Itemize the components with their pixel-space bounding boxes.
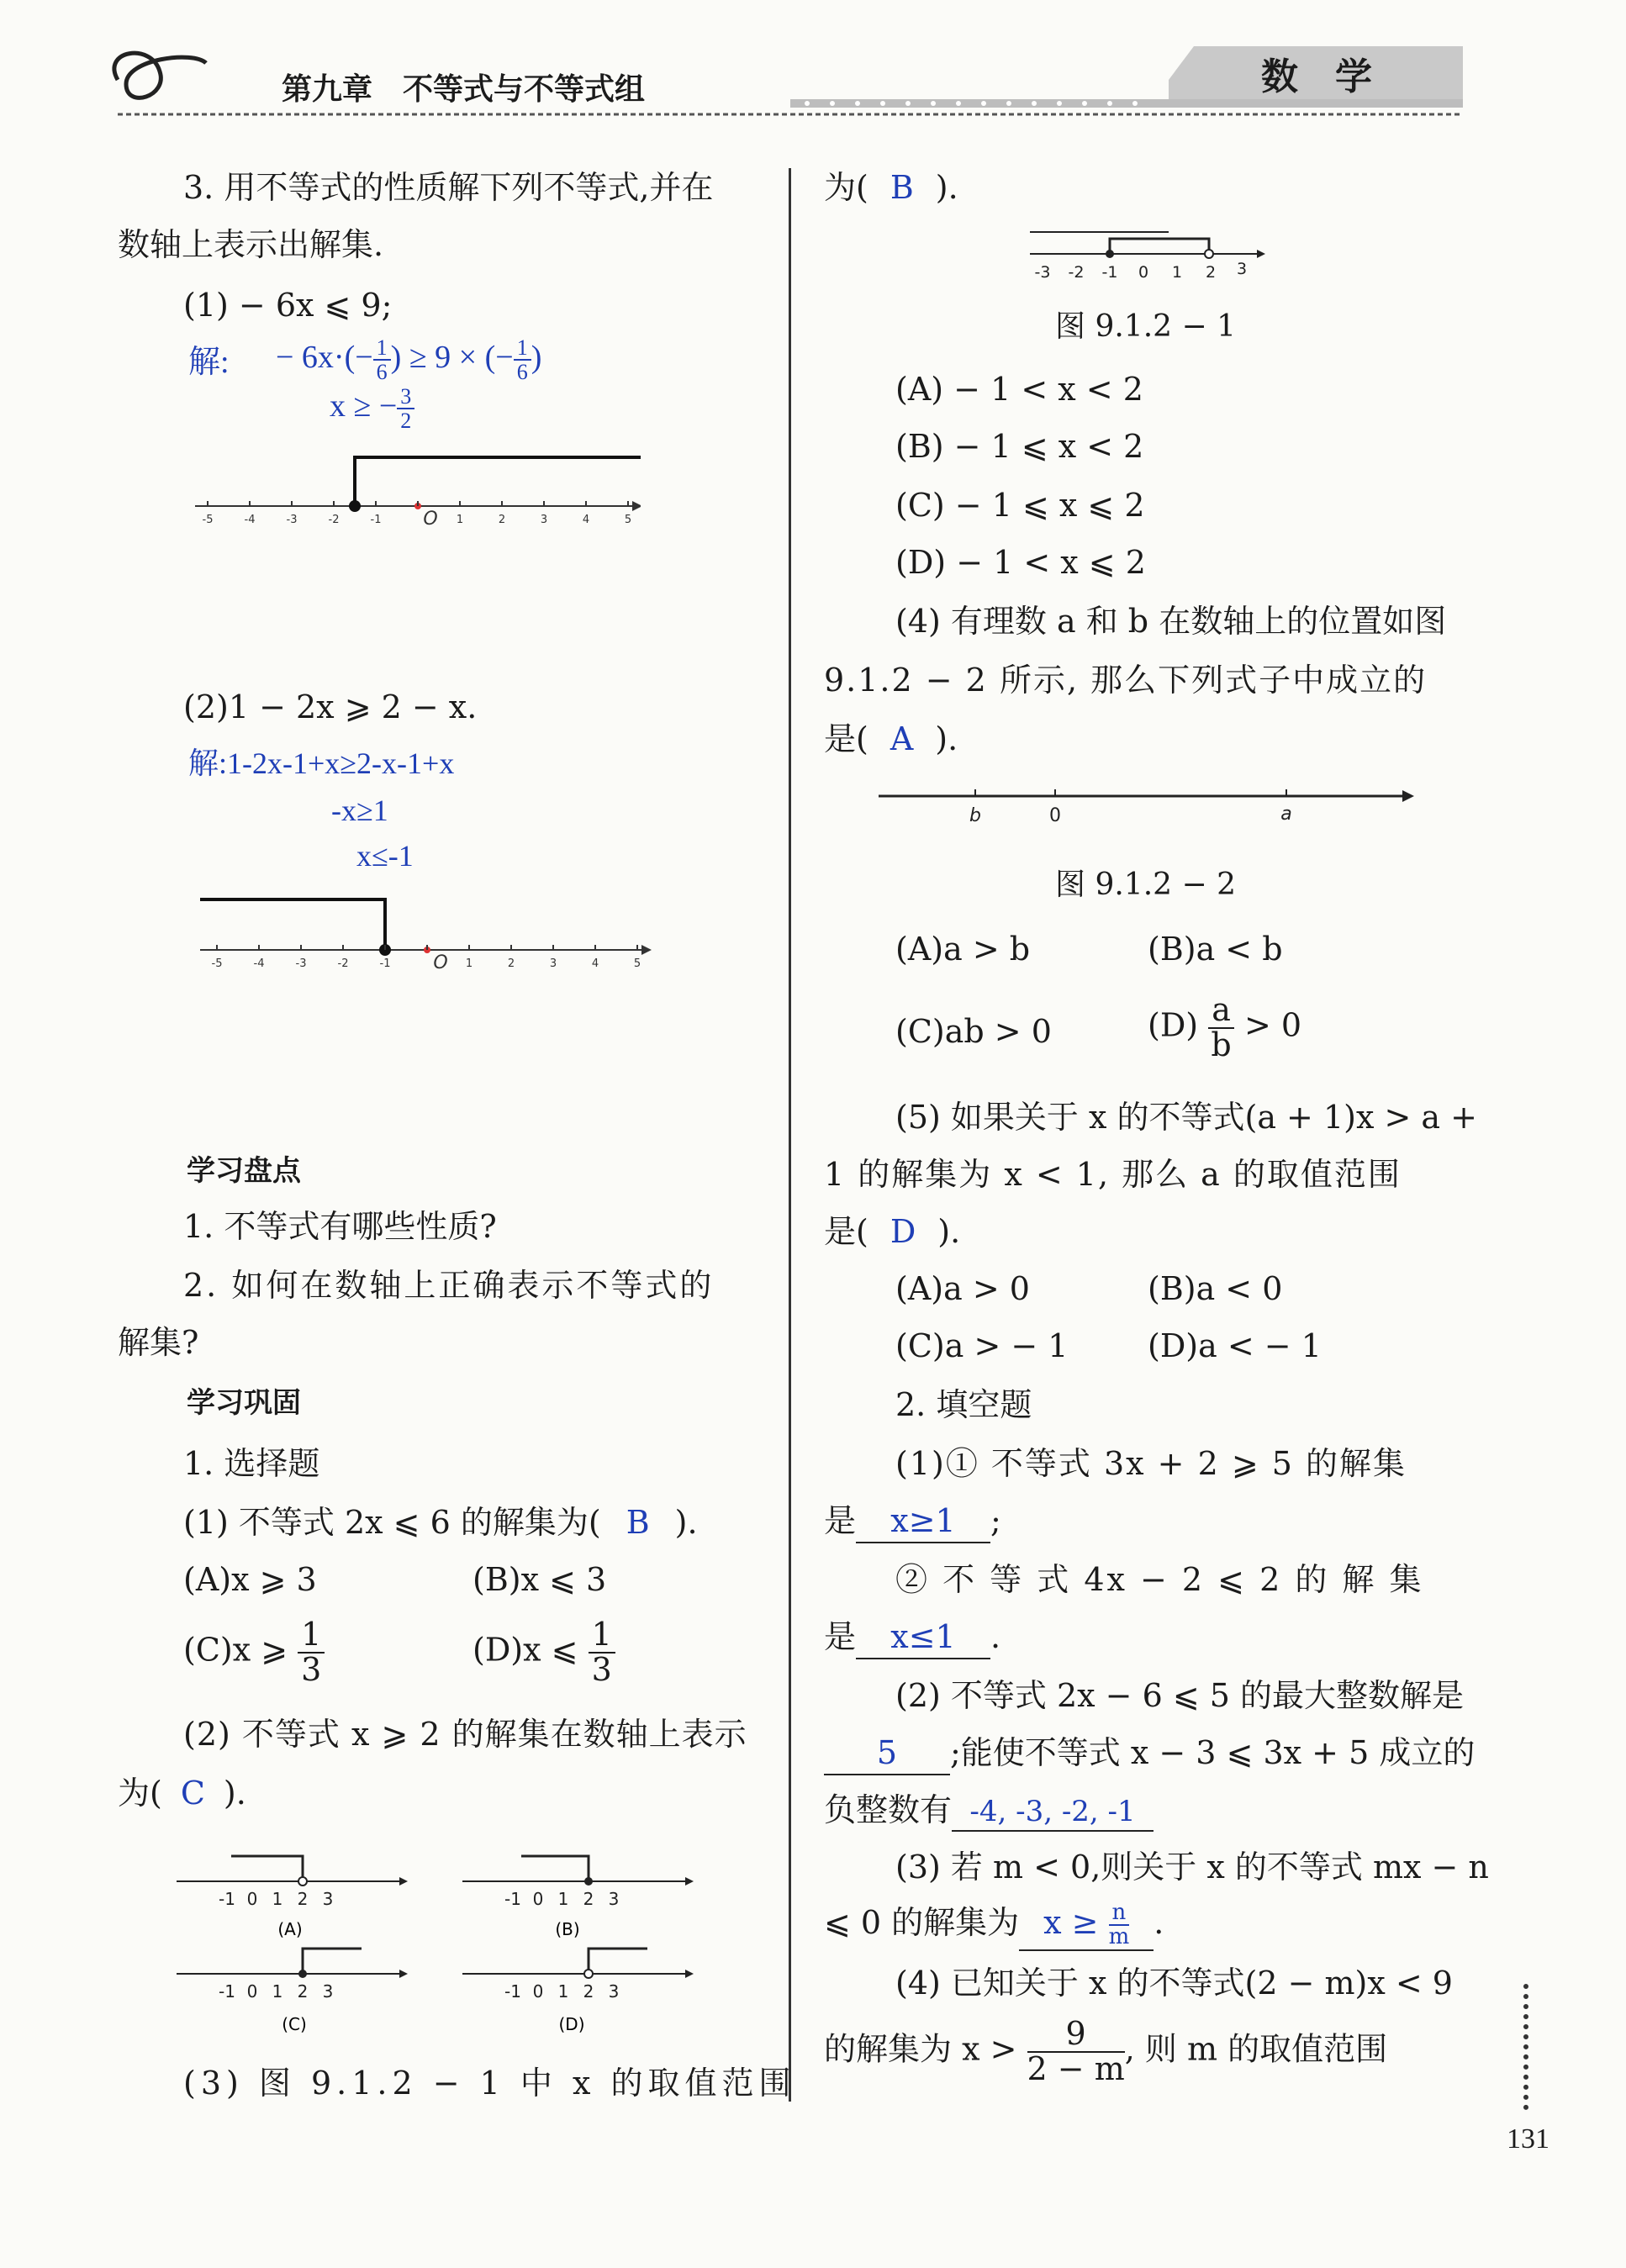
q3-1-problem: (1) − 6x ⩽ 9;: [183, 287, 393, 324]
svg-text:-2: -2: [328, 514, 340, 526]
choice-5-line3: 是( D ).: [824, 1213, 961, 1250]
choice-2-number-lines: [168, 1841, 706, 2043]
svg-text:1: 1: [1171, 263, 1183, 282]
chapter-title: 第九章 不等式与不等式组: [282, 72, 646, 107]
choice-5-option-a: (A)a > 0: [895, 1270, 1030, 1307]
q3-2-problem: (2)1 − 2x ⩾ 2 − x.: [183, 688, 478, 725]
svg-text:-1: -1: [379, 957, 391, 970]
svg-text:-2: -2: [337, 957, 349, 970]
svg-text:4: 4: [591, 957, 599, 970]
choice-1-option-b: (B)x ⩽ 3: [472, 1561, 607, 1598]
choice-4-option-a: (A)a > b: [895, 931, 1031, 968]
svg-text:3: 3: [322, 1981, 334, 2002]
svg-text:-5: -5: [211, 957, 223, 970]
svg-text:2: 2: [498, 514, 506, 526]
choice-5-option-c: (C)a > − 1: [895, 1327, 1069, 1364]
figure-9-1-2-1-caption: 图 9.1.2 − 1: [1055, 309, 1236, 344]
page-number: 131: [1507, 2123, 1549, 2155]
header-banner: [0, 0, 1626, 126]
consolidate-section-title: 学习巩固: [187, 1386, 301, 1420]
svg-text:-1: -1: [370, 514, 382, 526]
svg-text:3: 3: [1236, 260, 1248, 278]
svg-text:O: O: [423, 509, 438, 530]
svg-text:2: 2: [297, 1889, 309, 1909]
figure-9-1-2-2-caption: 图 9.1.2 − 2: [1055, 868, 1236, 902]
q3-1-solution-line2: x ≥ − $\frac{3}{2}$: [330, 385, 414, 433]
svg-text:3: 3: [608, 1889, 620, 1909]
svg-text:(D): (D): [558, 2014, 585, 2034]
q3-2-solution-line3: x≤-1: [356, 839, 414, 873]
review-item-1: 1. 不等式有哪些性质?: [183, 1208, 497, 1245]
choice-3-option-d: (D) − 1 < x ⩽ 2: [895, 544, 1146, 581]
mini-line-d: [462, 1949, 694, 2034]
svg-text:-2: -2: [1068, 263, 1085, 282]
q3-intro-line2: 数轴上表示出解集.: [118, 226, 384, 263]
svg-text:0: 0: [1138, 263, 1149, 282]
number-line-q3-2: [192, 887, 654, 979]
review-section-title: 学习盘点: [187, 1154, 301, 1188]
choice-3-option-c: (C) − 1 ⩽ x ⩽ 2: [895, 487, 1145, 524]
svg-text:(C): (C): [282, 2014, 307, 2034]
fill-title: 2. 填空题: [895, 1386, 1032, 1423]
subject-title: 数 学: [1261, 55, 1372, 98]
svg-text:3: 3: [540, 514, 548, 526]
fill-2-line3: 负整数有 -4, -3, -2, -1: [824, 1791, 1154, 1832]
fill-4-line1: (4) 已知关于 x 的不等式(2 − m)x < 9: [895, 1965, 1453, 2002]
mini-line-a: [177, 1856, 408, 1939]
choice-5-option-d: (D)a < − 1: [1148, 1327, 1322, 1364]
review-item-2-line2: 解集?: [118, 1324, 199, 1361]
choice-4-option-d: (D) $\frac{a}{b}$ > 0: [1148, 991, 1302, 1063]
choice-3-question-line2: 为( B ).: [824, 169, 958, 206]
svg-text:(A): (A): [277, 1919, 303, 1939]
choice-1-option-a: (A)x ⩾ 3: [183, 1561, 317, 1598]
mini-line-c: [177, 1949, 408, 2034]
svg-text:1: 1: [557, 1889, 569, 1909]
fill-3-line1: (3) 若 m < 0,则关于 x 的不等式 mx − n: [895, 1849, 1489, 1886]
svg-text:3: 3: [322, 1889, 334, 1909]
svg-text:a: a: [1280, 804, 1292, 825]
column-divider: [789, 168, 791, 2102]
q3-1-solution-line1: − 6x·(− $\frac{1}{6}$ ) ≥ 9 × (− $\frac{1}{6}$ ): [276, 335, 542, 385]
choice-3-question-line1: (3) 图 9.1.2 − 1 中 x 的取值范围: [183, 2065, 796, 2102]
header-dotted-band: [790, 99, 1463, 108]
svg-text:1: 1: [272, 1981, 283, 2002]
svg-text:b: b: [969, 805, 981, 826]
svg-text:-1: -1: [219, 1889, 235, 1909]
fill-2-line2: 5 ;能使不等式 x − 3 ⩽ 3x + 5 成立的: [824, 1733, 1475, 1775]
svg-text:5: 5: [624, 514, 632, 526]
fill-1-line1: (1)① 不等式 3x + 2 ⩾ 5 的解集: [895, 1445, 1407, 1482]
svg-text:0: 0: [532, 1981, 544, 2002]
figure-9-1-2-2: [874, 778, 1421, 836]
svg-text:2: 2: [583, 1981, 594, 2002]
q3-1-solution-label: 解:: [188, 345, 230, 380]
svg-text:2: 2: [507, 957, 515, 970]
solid-endpoint: [349, 500, 361, 512]
svg-text:5: 5: [633, 957, 641, 970]
svg-text:-1: -1: [1101, 263, 1118, 282]
svg-text:0: 0: [1049, 805, 1061, 826]
svg-text:-3: -3: [286, 514, 298, 526]
logo-swirl-icon: [114, 53, 206, 98]
fill-2-line1: (2) 不等式 2x − 6 ⩽ 5 的最大整数解是: [895, 1677, 1465, 1714]
svg-text:2: 2: [297, 1981, 309, 2002]
number-line-q3-1: [187, 446, 641, 538]
svg-text:-4: -4: [253, 957, 265, 970]
svg-text:1: 1: [272, 1889, 283, 1909]
choice-4-option-c: (C)ab > 0: [895, 1013, 1052, 1050]
svg-text:3: 3: [608, 1981, 620, 2002]
svg-text:2: 2: [1205, 263, 1217, 282]
figure-9-1-2-1: [1022, 220, 1274, 283]
choice-1-option-d: (D)x ⩽ $\frac{1}{3}$: [472, 1618, 615, 1687]
svg-text:-1: -1: [504, 1889, 521, 1909]
svg-text:0: 0: [246, 1981, 258, 2002]
svg-text:0: 0: [532, 1889, 544, 1909]
mini-line-b: [462, 1856, 694, 1939]
choice-4-option-b: (B)a < b: [1148, 931, 1283, 968]
choice-2-question-line2: 为( C ).: [118, 1775, 246, 1812]
svg-text:2: 2: [583, 1889, 594, 1909]
choice-1-option-c: (C)x ⩾ $\frac{1}{3}$: [183, 1618, 325, 1687]
fill-3-line2: ⩽ 0 的解集为 x ≥ $\frac{n}{m}$ .: [824, 1900, 1164, 1950]
choice-5-option-b: (B)a < 0: [1148, 1270, 1283, 1307]
choice-3-option-a: (A) − 1 < x < 2: [895, 371, 1143, 408]
svg-text:0: 0: [246, 1889, 258, 1909]
svg-text:-1: -1: [504, 1981, 521, 2002]
choice-4-line1: (4) 有理数 a 和 b 在数轴上的位置如图: [895, 603, 1447, 640]
svg-text:O: O: [433, 952, 448, 973]
svg-text:-5: -5: [202, 514, 214, 526]
choice-3-option-b: (B) − 1 ⩽ x < 2: [895, 428, 1144, 465]
fill-1-line3: ② 不 等 式 4x − 2 ⩽ 2 的 解 集: [895, 1561, 1424, 1598]
svg-text:-1: -1: [219, 1981, 235, 2002]
fill-1-line2: 是 x≥1 ;: [824, 1501, 1001, 1543]
choice-title: 1. 选择题: [183, 1445, 320, 1482]
choice-4-line2: 9.1.2 − 2 所示, 那么下列式子中成立的: [824, 662, 1428, 699]
svg-text:3: 3: [549, 957, 557, 970]
fill-4-line2: 的解集为 x > $\frac{9}{2 - m}$ , 则 m 的取值范围: [824, 2015, 1388, 2087]
svg-text:-4: -4: [244, 514, 256, 526]
svg-text:-3: -3: [1034, 263, 1051, 282]
svg-text:1: 1: [456, 514, 464, 526]
choice-1-question: (1) 不等式 2x ⩽ 6 的解集为( B ).: [183, 1504, 698, 1541]
fill-1-line4: 是 x≤1 .: [824, 1617, 1000, 1659]
choice-2-question-line1: (2) 不等式 x ⩾ 2 的解集在数轴上表示: [183, 1716, 747, 1753]
svg-text:-3: -3: [295, 957, 307, 970]
svg-text:1: 1: [465, 957, 473, 970]
choice-4-line3: 是( A ).: [824, 720, 958, 757]
choice-5-line1: (5) 如果关于 x 的不等式(a + 1)x > a +: [895, 1099, 1477, 1136]
choice-5-line2: 1 的解集为 x < 1, 那么 a 的取值范围: [824, 1156, 1402, 1193]
q3-2-solution-line1: 解:1-2x-1+x≥2-x-1+x: [188, 746, 455, 780]
svg-text:1: 1: [557, 1981, 569, 2002]
svg-text:4: 4: [582, 514, 590, 526]
q3-2-solution-line2: -x≥1: [331, 794, 388, 827]
page-edge-dots: [1523, 1984, 1534, 2110]
svg-text:(B): (B): [555, 1919, 580, 1939]
q3-intro-line1: 3. 用不等式的性质解下列不等式,并在: [183, 169, 714, 206]
review-item-2-line1: 2. 如何在数轴上正确表示不等式的: [183, 1267, 715, 1304]
